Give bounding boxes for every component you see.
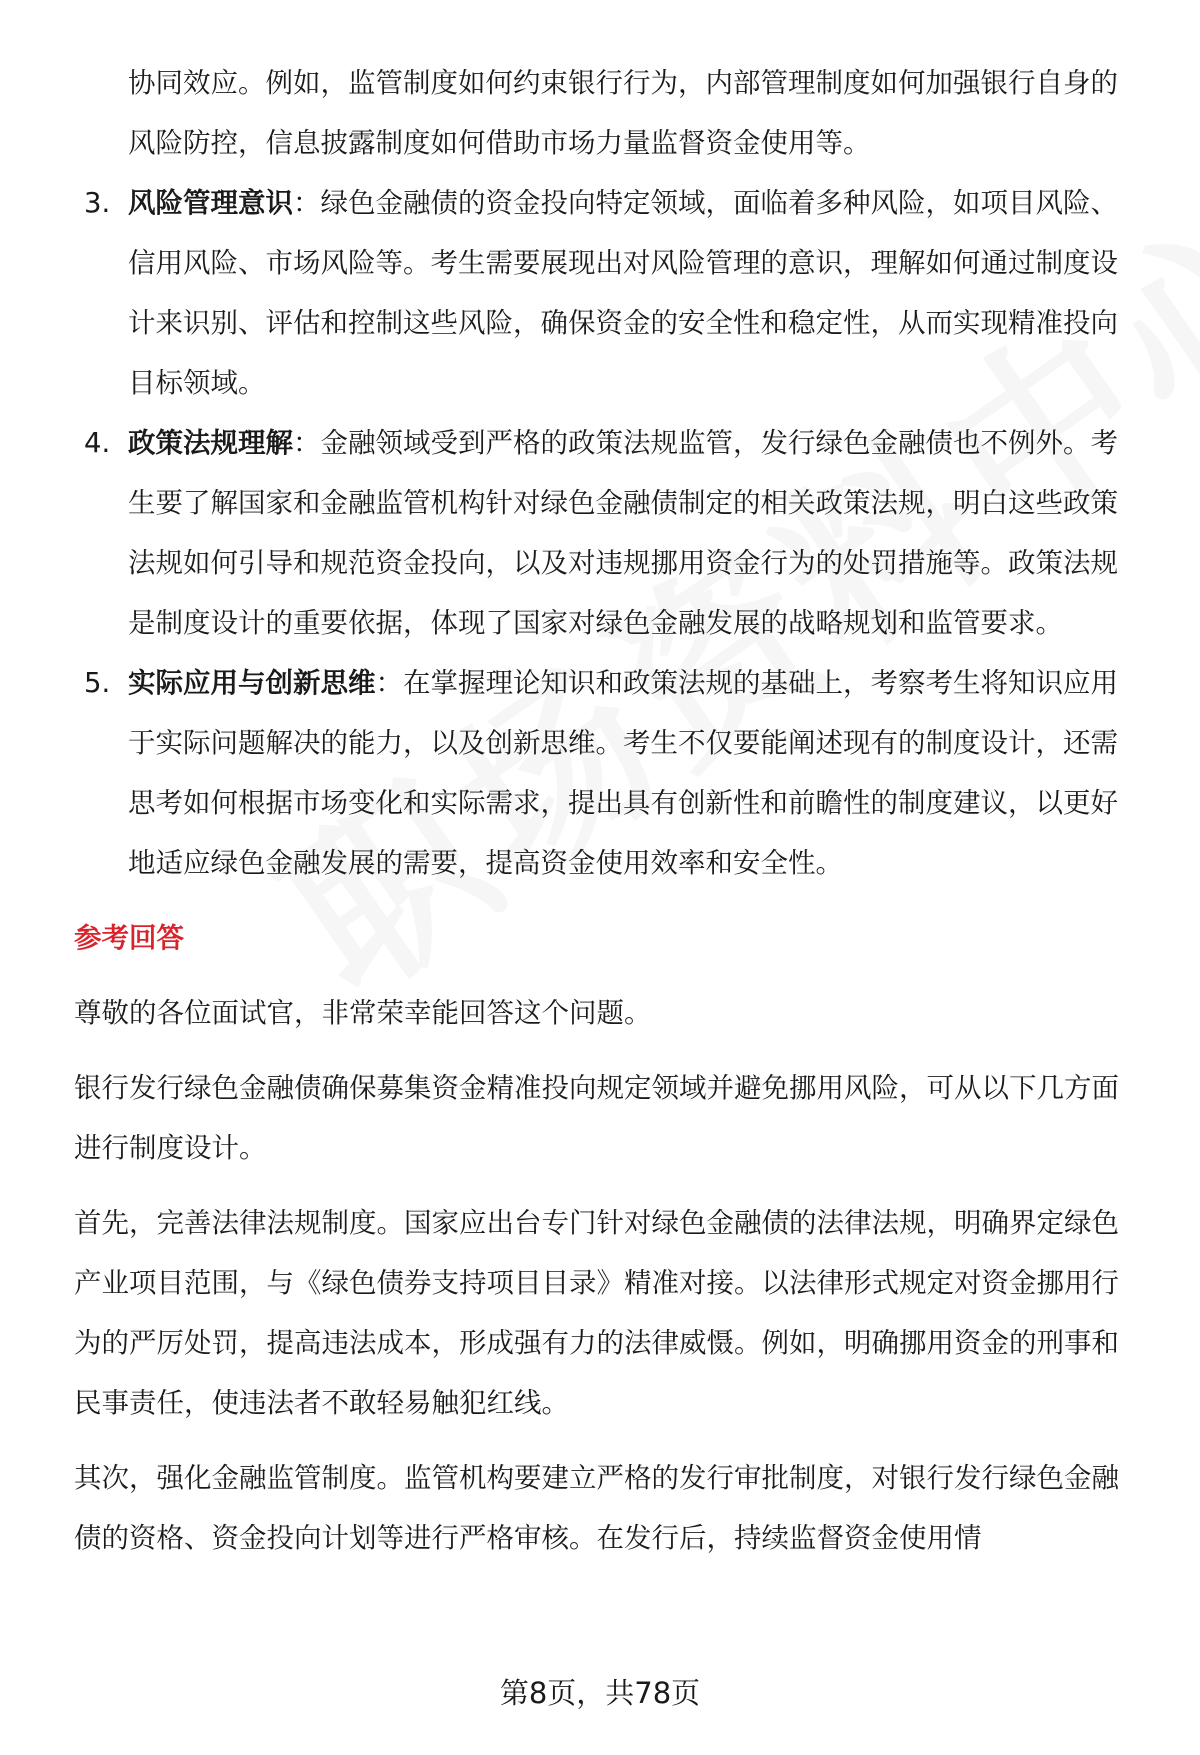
list-item bbox=[74, 653, 1144, 893]
list-item-term: 风险管理意识 bbox=[128, 187, 293, 219]
list-item-separator: ： bbox=[293, 187, 321, 219]
list-item bbox=[74, 413, 1144, 653]
assessment-points-list bbox=[74, 173, 1144, 893]
page-number-footer: 第8页，共78页 bbox=[499, 1676, 701, 1710]
list-item-number: 3. bbox=[84, 187, 111, 219]
section-heading-reference-answer: 参考回答 bbox=[74, 922, 184, 954]
list-item-text: 绿色金融债的资金投向特定领域，面临着多种风险，如项目风险、信用风险、市场风险等。考生需要展现出对风险管理的意识，理解如何通过制度设计来识别、评估和控制这些风险，确保资金的安全性和稳定性，从而实现精准投向目标领域。 bbox=[128, 187, 1118, 399]
list-item-term: 政策法规理解 bbox=[128, 427, 293, 459]
list-item-number: 4. bbox=[84, 427, 111, 459]
list-item bbox=[74, 173, 1144, 413]
list-item-separator: ： bbox=[375, 667, 403, 699]
answer-paragraph-overview: 银行发行绿色金融债确保募集资金精准投向规定领域并避免挪用风险，可从以下几方面进行制度设计。 bbox=[74, 1072, 1119, 1164]
answer-paragraph-first: 首先，完善法律法规制度。国家应出台专门针对绿色金融债的法律法规，明确界定绿色产业项目范围，与《绿色债券支持项目目录》精准对接。以法律形式规定对资金挪用行为的严厉处罚，提高违法成本，形成强有力的法律威慑。例如，明确挪用资金的刑事和民事责任，使违法者不敢轻易触犯红线。 bbox=[74, 1207, 1119, 1419]
page-content bbox=[74, 53, 1144, 1583]
list-item-term: 实际应用与创新思维 bbox=[128, 667, 376, 699]
list-item-number: 5. bbox=[84, 667, 111, 699]
intro-continuation: 协同效应。例如，监管制度如何约束银行行为，内部管理制度如何加强银行自身的风险防控，信息披露制度如何借助市场力量监督资金使用等。 bbox=[128, 67, 1118, 159]
answer-paragraph-second: 其次，强化金融监管制度。监管机构要建立严格的发行审批制度，对银行发行绿色金融债的资格、资金投向计划等进行严格审核。在发行后，持续监督资金使用情 bbox=[74, 1462, 1119, 1554]
list-item-separator: ： bbox=[293, 427, 321, 459]
list-item-text: 在掌握理论知识和政策法规的基础上，考察考生将知识应用于实际问题解决的能力，以及创新思维。考生不仅要能阐述现有的制度设计，还需思考如何根据市场变化和实际需求，提出具有创新性和前瞻性的制度建议，以更好地适应绿色金融发展的需要，提高资金使用效率和安全性。 bbox=[128, 667, 1118, 879]
answer-paragraph-greeting: 尊敬的各位面试官，非常荣幸能回答这个问题。 bbox=[74, 997, 652, 1029]
list-item-text: 金融领域受到严格的政策法规监管，发行绿色金融债也不例外。考生要了解国家和金融监管机构针对绿色金融债制定的相关政策法规，明白这些政策法规如何引导和规范资金投向，以及对违规挪用资金行为的处罚措施等。政策法规是制度设计的重要依据，体现了国家对绿色金融发展的战略规划和监管要求。 bbox=[128, 427, 1118, 639]
